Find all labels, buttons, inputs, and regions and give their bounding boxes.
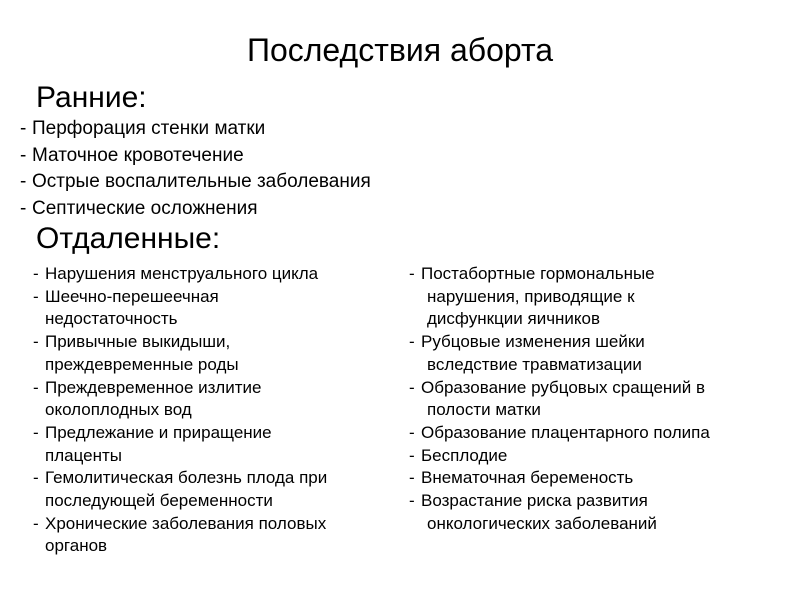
dash-marker: - <box>409 377 415 397</box>
slide-title: Последствия аборта <box>246 32 554 68</box>
list-item-text: Бесплодие <box>421 445 508 465</box>
dash-marker: - <box>33 513 39 533</box>
list-item-text-cont: плаценты <box>45 445 122 465</box>
list-item-text-cont: дисфункции яичников <box>427 309 601 329</box>
list-item-text: Привычные выкидыши, <box>45 332 231 352</box>
list-item <box>33 377 393 422</box>
list-item <box>20 143 371 170</box>
list-item <box>409 445 779 468</box>
early-consequences-list <box>20 116 371 222</box>
list-item-text-cont: органов <box>45 536 108 556</box>
dash-marker: - <box>33 377 39 397</box>
list-item <box>20 116 371 143</box>
dash-marker: - <box>409 264 415 283</box>
dash-marker: - <box>33 286 39 306</box>
late-consequences-left-list <box>33 263 393 558</box>
list-item-text: Преждевременное излитие <box>45 377 262 397</box>
list-item-text-cont: вследствие травматизации <box>427 354 642 374</box>
early-heading: Ранние: <box>36 81 147 114</box>
list-item <box>33 263 393 286</box>
list-item <box>409 331 779 376</box>
dash-marker: - <box>20 118 27 139</box>
list-item-text: Образование рубцовых сращений в <box>421 377 706 397</box>
list-item <box>33 467 393 512</box>
list-item-text: Предлежание и приращение <box>45 422 272 442</box>
list-item-text-cont: полости матки <box>427 400 541 420</box>
dash-marker: - <box>20 144 27 166</box>
list-item <box>33 331 393 376</box>
dash-marker: - <box>20 197 27 219</box>
list-item-text: Рубцовые изменения шейки <box>421 332 645 352</box>
list-item-text: Острые воспалительные заболевания <box>32 171 371 192</box>
list-item <box>33 513 393 558</box>
list-item-text: Перфорация стенки матки <box>32 118 266 139</box>
list-item-text-cont: преждевременные роды <box>45 354 239 374</box>
list-item-text: Хронические заболевания половых <box>45 513 327 533</box>
list-item <box>33 422 393 467</box>
list-item-text-cont: околоплодных вод <box>45 400 192 420</box>
list-item <box>409 490 779 535</box>
list-item <box>33 286 393 331</box>
dash-marker: - <box>33 468 39 488</box>
list-item <box>409 263 779 331</box>
list-item <box>20 196 371 223</box>
dash-marker: - <box>409 491 415 511</box>
dash-marker: - <box>409 332 415 352</box>
dash-marker: - <box>409 422 415 442</box>
list-item-text-cont: последующей беременности <box>45 491 273 511</box>
list-item-text: Маточное кровотечение <box>32 144 244 166</box>
list-item-text: Шеечно-перешеечная <box>45 286 219 306</box>
late-consequences-right-list <box>409 263 779 535</box>
list-item <box>409 422 779 445</box>
dash-marker: - <box>409 445 415 465</box>
list-item <box>409 467 779 490</box>
late-heading: Отдаленные: <box>36 222 221 255</box>
list-item-text: Септические осложнения <box>32 197 258 219</box>
list-item-text: Нарушения менструального цикла <box>45 264 319 283</box>
list-item-text: Внематочная беременость <box>421 468 634 488</box>
dash-marker: - <box>33 422 39 442</box>
list-item <box>409 377 779 422</box>
list-item-text-cont: недостаточность <box>45 309 178 329</box>
list-item-text: Постабортные гормональные <box>421 264 655 283</box>
list-item-text: Возрастание риска развития <box>421 491 648 511</box>
dash-marker: - <box>20 171 27 192</box>
dash-marker: - <box>33 332 39 352</box>
dash-marker: - <box>409 468 415 488</box>
list-item <box>20 169 371 196</box>
list-item-text-cont: онкологических заболеваний <box>427 513 657 533</box>
list-item-text: Гемолитическая болезнь плода при <box>45 468 328 488</box>
list-item-text: Образование плацентарного полипа <box>421 422 710 442</box>
dash-marker: - <box>33 264 39 283</box>
list-item-text-cont: нарушения, приводящие к <box>427 286 635 306</box>
